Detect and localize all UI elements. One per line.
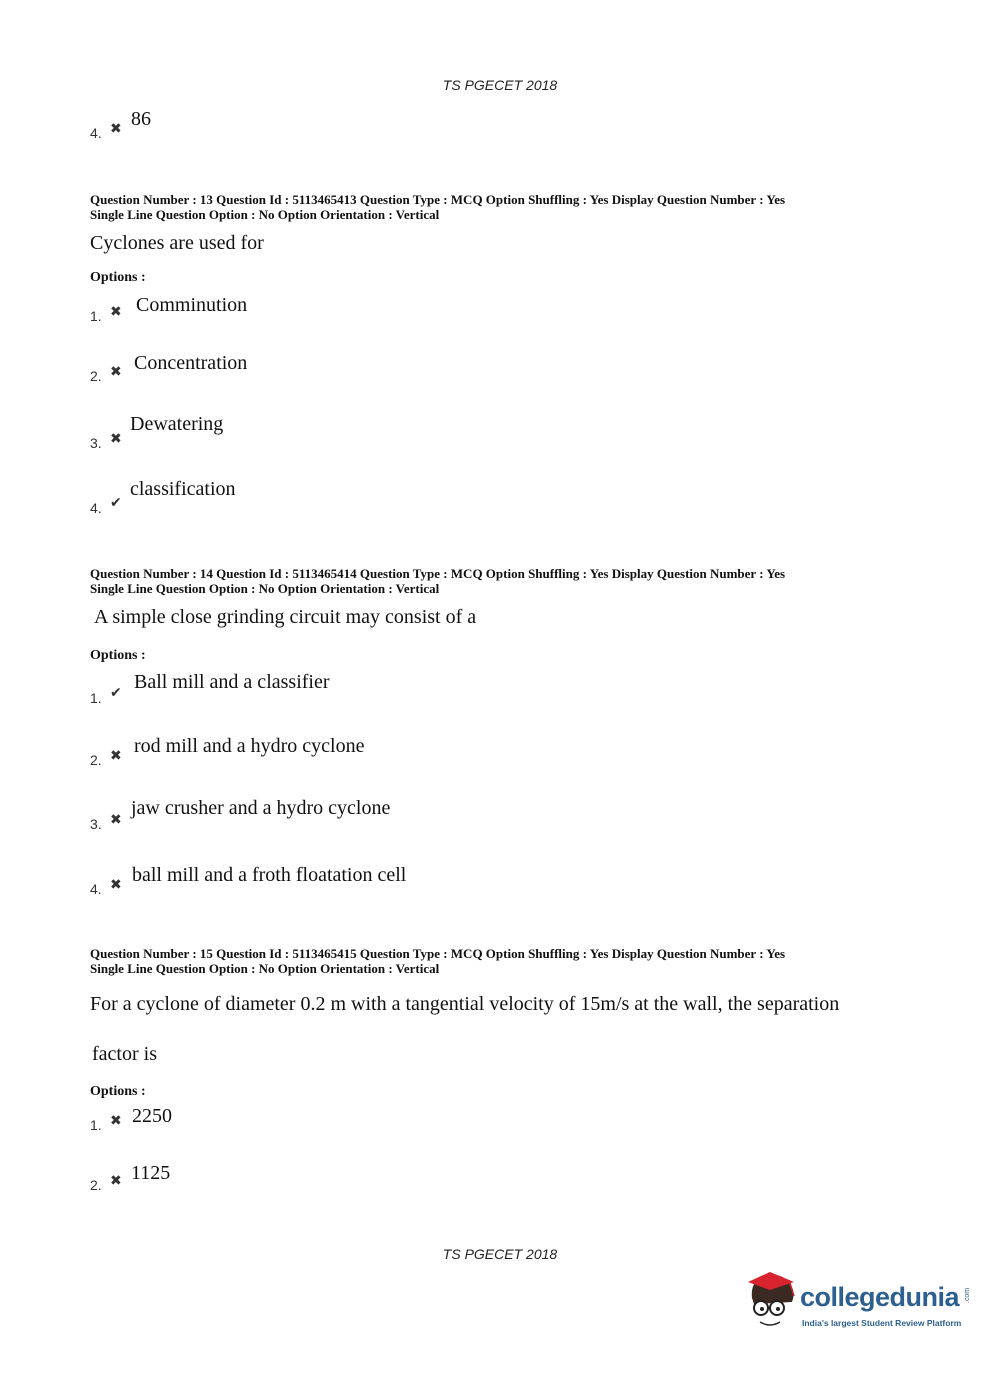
option-number: 3. xyxy=(90,435,102,451)
option-number: 4. xyxy=(90,500,102,516)
option-text: rod mill and a hydro cyclone xyxy=(134,735,365,757)
q13-option-2[interactable] xyxy=(0,352,900,392)
q13-question: Cyclones are used for xyxy=(90,232,264,254)
q15-question-line1: For a cyclone of diameter 0.2 m with a tangential velocity of 15m/s at the wall, the separation xyxy=(90,993,840,1015)
option-number: 1. xyxy=(90,690,102,706)
q15-meta-line1: Question Number : 15 Question Id : 5113465415 Question Type : MCQ Option Shuffling : Yes Display Question Number : Yes xyxy=(90,946,786,961)
cross-mark-icon: ✖ xyxy=(110,304,122,320)
check-mark-icon: ✔ xyxy=(110,685,122,701)
option-number: 4. xyxy=(90,881,102,897)
brand-name: collegedunia xyxy=(800,1282,960,1312)
q14-option-3[interactable] xyxy=(0,797,900,837)
cross-mark-icon: ✖ xyxy=(110,748,122,764)
q15-meta xyxy=(90,947,785,976)
cross-mark-icon: ✖ xyxy=(110,812,122,828)
collegedunia-logo xyxy=(742,1270,972,1340)
q14-meta-line1: Question Number : 14 Question Id : 5113465414 Question Type : MCQ Option Shuffling : Yes Display Question Number : Yes xyxy=(90,566,786,581)
brand-tagline: India's largest Student Review Platform xyxy=(802,1318,962,1328)
q14-option-2[interactable] xyxy=(0,735,900,775)
prev-option-4 xyxy=(0,108,900,148)
brand-suffix: .com xyxy=(964,1287,972,1304)
option-number: 2. xyxy=(90,1177,102,1193)
q13-option-4[interactable] xyxy=(0,478,900,518)
q14-question: A simple close grinding circuit may consist of a xyxy=(94,606,477,628)
option-text: 2250 xyxy=(132,1105,172,1127)
q14-meta-line2: Single Line Question Option : No Option Orientation : Vertical xyxy=(90,580,440,596)
q14-meta xyxy=(90,567,785,596)
option-text: Ball mill and a classifier xyxy=(134,671,330,693)
cross-mark-icon: ✖ xyxy=(110,877,122,893)
cross-mark-icon: ✖ xyxy=(110,1173,122,1189)
q14-options-label: Options : xyxy=(90,648,146,663)
option-text: 86 xyxy=(131,108,151,130)
q14-option-1[interactable] xyxy=(0,671,900,711)
q15-options-label: Options : xyxy=(90,1084,146,1099)
mascot-icon xyxy=(742,1270,802,1340)
option-number: 3. xyxy=(90,816,102,832)
option-number: 2. xyxy=(90,752,102,768)
q15-option-2[interactable] xyxy=(0,1162,900,1202)
option-number: 2. xyxy=(90,368,102,384)
option-text: jaw crusher and a hydro cyclone xyxy=(131,797,391,819)
option-text: Comminution xyxy=(136,294,248,316)
q13-option-1[interactable] xyxy=(0,294,900,334)
option-number: 1. xyxy=(90,1117,102,1133)
q13-meta-line1: Question Number : 13 Question Id : 5113465413 Question Type : MCQ Option Shuffling : Yes Display Question Number : Yes xyxy=(90,192,786,207)
option-text: 1125 xyxy=(131,1162,171,1184)
option-text: Dewatering xyxy=(130,413,224,435)
q15-question-line2: factor is xyxy=(92,1043,157,1065)
option-text: ball mill and a froth floatation cell xyxy=(132,864,407,886)
option-number: 1. xyxy=(90,308,102,324)
q13-option-3[interactable] xyxy=(0,413,900,453)
q13-meta-line2: Single Line Question Option : No Option Orientation : Vertical xyxy=(90,206,440,222)
q13-meta xyxy=(90,193,785,222)
option-text: Concentration xyxy=(134,352,248,374)
q14-option-4[interactable] xyxy=(0,864,900,904)
page-header: TS PGECET 2018 xyxy=(442,77,558,93)
cross-mark-icon: ✖ xyxy=(110,1113,122,1129)
q15-meta-line2: Single Line Question Option : No Option Orientation : Vertical xyxy=(90,960,440,976)
q13-options-label: Options : xyxy=(90,270,146,285)
option-number: 4. xyxy=(90,125,102,141)
page-footer: TS PGECET 2018 xyxy=(442,1246,558,1262)
q15-option-1[interactable] xyxy=(0,1105,900,1145)
cross-mark-icon: ✖ xyxy=(110,364,122,380)
cross-mark-icon: ✖ xyxy=(110,431,122,447)
option-text: classification xyxy=(130,478,236,500)
check-mark-icon: ✔ xyxy=(110,495,122,511)
cross-mark-icon: ✖ xyxy=(110,121,122,137)
